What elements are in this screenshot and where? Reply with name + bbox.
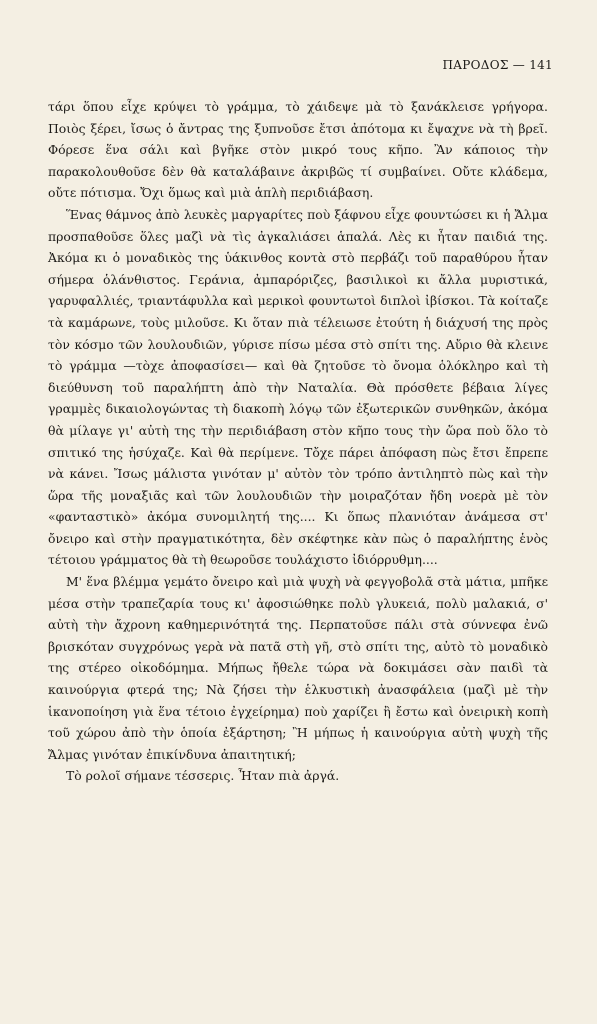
paragraph-continued: τάρι ὅπου εἶχε κρύψει τὸ γράμμα, τὸ χάιδεψε μὰ τὸ ξανάκλεισε γρήγορα. Ποιὸς ξέρει, ἴσως ὁ ἄντρας της ξυπνοῦσε ἔτσι ἀπότομα κι ἔψαχνε νὰ τὴ βρεῖ. Φόρεσε ἕνα σάλι καὶ βγῆκε στὸν μικρό τους κῆπο. Ἂν κάποιος τὴν παρακολουθοῦσε δὲν θὰ καταλάβαινε ἀκριβῶς τί συμβαίνει. Οὔτε κλάδεμα, οὔτε πότισμα. Ὄχι ὅμως καὶ μιὰ ἁπλὴ περιδιάβαση. <box>48 99 548 201</box>
paragraph: Ἕνας θάμνος ἀπὸ λευκὲς μαργαρίτες ποὺ ξάφνου εἶχε φουντώσει κι ἡ Ἄλμα προσπαθοῦσε ὅλες μαζὶ νὰ τὶς ἀγκαλιάσει ἁπαλά. Λὲς κι ἦταν παιδιά της. Ἀκόμα κι ὁ μοναδικὸς της ὑάκινθος κοντὰ στὸ περβάζι τοῦ παραθύρου ἦταν σήμερα ὁλάνθιστος. Γεράνια, ἀμπαρόριζες, βασιλικοὶ κι ἄλλα μυριστικά, γαρυφαλλιές, τριαντάφυλλα καὶ μερικοὶ φουντωτοὶ διπλοὶ ἰβίσκοι. Τὰ κοίταζε τὰ καμάρωνε, τοὺς μιλοῦσε. Κι ὅταν πιὰ τέλειωσε ἐτούτη ἡ διάχυσή της πρὸς τὸν κόσμο τῶν λουλουδιῶν, γύρισε πίσω μέσα στὸ σπίτι της. Αὔριο θὰ κλεινε τὸ γράμμα —τὸχε ἀποφασίσει— καὶ θὰ ζητοῦσε τὸ ὄνομα ὁλόκληρο καὶ τὴ διεύθυνση τοῦ παραλήπτη ἀπὸ τὴν Ναταλία. Θὰ πρόσθετε βέβαια λίγες γραμμὲς δικαιολογώντας τὴ διακοπὴ λόγῳ τῶν ἐξωτερικῶν συνθηκῶν, ἀκόμα θὰ μίλαγε γι' αὐτὴ της τὴν περιδιάβαση στὸν κῆπο τους τὴν ὥρα ποὺ ὅλο τὸ σπιτικό της ἡσύχαζε. Καὶ θὰ περίμενε. Τὄχε πάρει ἀπόφαση πὼς ἔτσι ἔπρεπε νὰ κάνει. Ἴσως μάλιστα γινόταν μ' αὐτὸν τὸν τρόπο ἀντιληπτὸ πὼς καὶ τὴν ὥρα τῆς μοναξιᾶς καὶ τῶν λουλουδιῶν τὴν μοιραζόταν ἤδη νοερὰ μὲ τὸν «φανταστικὸ» ἀκόμα συνομιλητή της.... Κι ὅπως πλανιόταν ἀνάμεσα στ' ὄνειρο καὶ στὴν πραγματικότητα, δὲν σκέφτηκε κὰν πὼς ὁ παραλήπτης ἑνὸς τέτοιου γράμματος θὰ τὴ θεωροῦσε τουλάχιστο ἰδιόρρυθμη.... <box>48 206 548 568</box>
running-header: ΠΑΡΟΔΟΣ — 141 <box>442 58 553 72</box>
paragraph: Τὸ ρολοῖ σήμανε τέσσερις. Ἦταν πιὰ ἀργά. <box>66 768 340 784</box>
body-text <box>48 96 548 787</box>
paragraph: Μ' ἕνα βλέμμα γεμάτο ὄνειρο καὶ μιὰ ψυχὴ νὰ φεγγοβολᾶ στὰ μάτια, μπῆκε μέσα στὴν τραπεζαρία τους κι' ἀφοσιώθηκε πολὺ γλυκειά, πολὺ μαλακιά, σ' αὐτὴ τὴν ἄχρονη καθημερινότητά της. Περπατοῦσε πάλι στὰ σύννεφα ἐνῶ βρισκόταν συγχρόνως γερὰ νὰ πατᾶ στὴ γῆ, στὸ σπίτι της, αὐτὸ τὸ μοναδικὸ της στέρεο οἰκοδόμημα. Μήπως ἤθελε τώρα νὰ δοκιμάσει σὰν παιδὶ τὰ καινούργια φτερά της; Νὰ ζήσει τὴν ἑλκυστικὴ ἀνασφάλεια (μαζὶ μὲ τὴν ἱκανοποίηση γιὰ ἕνα τέτοιο ἐγχείρημα) ποὺ χαρίζει ἢ ἔστω καὶ ὀνειρικὴ κοπὴ τοῦ χώρου ἀπὸ τὴν ὁποία ἐξάρτηση; Ἢ μήπως ἡ καινούργια αὐτὴ ψυχὴ τῆς Ἄλμας γινόταν ἐπικίνδυνα ἀπαιτητική; <box>48 574 548 762</box>
